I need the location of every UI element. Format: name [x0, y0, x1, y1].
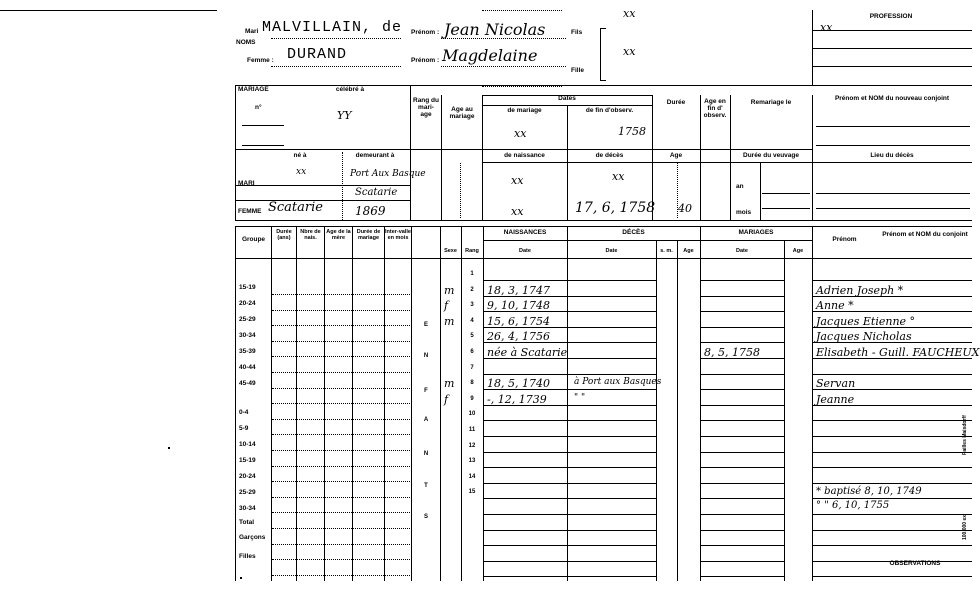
fin-observ-value: 1758: [618, 125, 646, 138]
row-guide: [272, 325, 410, 326]
fils-label: Fils: [571, 29, 583, 36]
rank-number: 13: [468, 458, 476, 465]
deces-date-header: Date: [605, 248, 618, 254]
deces-age-header: Age: [683, 248, 694, 254]
child-birth-date: née à Scatarie: [487, 346, 568, 359]
row-guide: [272, 466, 410, 467]
row-line: [812, 280, 972, 281]
rang-label: Rang du mari-age: [413, 97, 439, 118]
row-line: [700, 280, 784, 281]
group-label: 35-39: [239, 348, 256, 355]
wife-firstname: Magdelaine: [442, 46, 538, 65]
row-line: [567, 358, 656, 359]
fin-observ-label: de fin d'observ.: [585, 107, 634, 114]
femme-naissance: xx: [511, 205, 524, 218]
child-firstname: Jacques Etienne °: [816, 314, 916, 328]
row-line: [700, 327, 784, 328]
mariages-header: MARIAGES: [738, 229, 774, 236]
row-line: [700, 296, 784, 297]
row-line: [700, 561, 784, 562]
rank-number: 6: [470, 349, 474, 355]
observations-label: OBSERVATIONS: [889, 560, 941, 567]
child-birth-date: 18, 3, 1747: [487, 283, 550, 297]
femme-label: Femme :: [247, 57, 274, 64]
row-guide: [272, 497, 410, 498]
child-birth-date: 18, 5, 1740: [487, 377, 550, 391]
row-line: [567, 576, 656, 577]
group-label: 0-4: [239, 409, 249, 416]
group-label: 30-34: [239, 332, 256, 339]
row-line: [567, 405, 656, 406]
mari-label: Mari: [245, 28, 259, 35]
row-line: [700, 342, 784, 343]
child-birth-date: 9, 10, 1748: [487, 299, 550, 313]
dotted-line: [482, 10, 562, 11]
speck: [240, 577, 242, 579]
duree-header: Durée (ans): [276, 229, 292, 241]
rank-number: 10: [468, 411, 476, 418]
duree-mariage-header: Durée de mariage: [356, 229, 381, 241]
group-label: Garçons: [239, 534, 266, 541]
row-line: [567, 467, 656, 468]
deces-label: de décès: [595, 152, 624, 159]
row-line: [567, 483, 656, 484]
row-line: [567, 530, 656, 531]
naissances-header: NAISSANCES: [503, 229, 547, 236]
row-line: [483, 280, 567, 281]
child-sex: m: [444, 283, 455, 297]
row-line: [483, 576, 567, 577]
intervalle-header: Inter-valle en mois: [385, 229, 411, 241]
child-sex: f: [444, 299, 449, 313]
row-guide: [272, 450, 410, 451]
row-guide: [272, 294, 410, 295]
row-line: [567, 374, 656, 375]
row-line: [700, 530, 784, 531]
row-line: [812, 436, 972, 437]
row-line: [700, 483, 784, 484]
row-line: [812, 514, 972, 515]
row-guide: [272, 310, 410, 311]
row-line: [483, 467, 567, 468]
row-guide: [272, 528, 410, 529]
child-firstname: Jacques Nicholas: [816, 330, 912, 344]
row-guide: [272, 544, 410, 545]
row-line: [812, 374, 972, 375]
femme-row-label: FEMME: [238, 208, 262, 215]
mari-demeurant-2: Scatarie: [355, 187, 398, 198]
naissance-date-header: Date: [519, 248, 531, 254]
rank-number: 15: [468, 489, 476, 496]
vertical-letter: E: [423, 322, 428, 328]
row-line: [567, 389, 656, 390]
vertical-letter: N: [423, 451, 429, 457]
prenom-nom-conjoint-label: Prénom et NOM du nouveau conjoint: [834, 95, 950, 102]
prenom-mari-label: Prénom :: [411, 29, 440, 36]
demeurant-label: demeurant à: [355, 152, 395, 159]
group-label: 25-29: [239, 489, 256, 496]
row-line: [812, 483, 972, 484]
duree-veuvage-label: Durée du veuvage: [743, 152, 799, 159]
mariage-date-header: Date: [736, 248, 748, 254]
lieu-deces-label: Lieu du décès: [870, 152, 914, 159]
group-label: 10-14: [239, 441, 256, 448]
child-birth-date: 26, 4, 1756: [487, 330, 550, 344]
row-line: [812, 576, 972, 577]
row-guide: [272, 419, 410, 420]
celebre-label: célébré à: [335, 86, 365, 93]
prenom-header: Prénom: [832, 236, 857, 243]
vertical-letter: F: [424, 388, 428, 394]
row-guide: [272, 575, 410, 576]
row-line: [483, 452, 567, 453]
row-line: [483, 374, 567, 375]
rank-number: 4: [470, 317, 474, 324]
rank-number: 7: [470, 364, 474, 371]
prenom-femme-label: Prénom :: [411, 57, 440, 64]
row-line: [483, 545, 567, 546]
no-label: n°: [255, 104, 262, 111]
row-line: [700, 420, 784, 421]
child-death-date: " ": [574, 392, 586, 403]
row-line: [700, 452, 784, 453]
age-col-label: Age: [669, 152, 683, 159]
row-line: [812, 530, 972, 531]
row-line: [567, 280, 656, 281]
dates-label: Dates: [558, 95, 576, 102]
row-line: [812, 467, 972, 468]
row-line: [700, 374, 784, 375]
row-guide: [272, 372, 410, 373]
row-line: [567, 545, 656, 546]
nbre-header: Nbre de nais.: [300, 229, 321, 241]
vertical-letter: T: [424, 483, 428, 489]
group-label: 5-9: [239, 425, 249, 432]
rang-header: Rang: [465, 248, 479, 254]
rank-number: 5: [470, 333, 474, 340]
row-line: [483, 498, 567, 499]
de-mariage-label: de mariage: [507, 107, 542, 114]
group-label: Total: [239, 519, 255, 526]
child-marriage-date: 8, 5, 1758: [704, 346, 760, 359]
row-line: [700, 576, 784, 577]
child-death-date: à Port aux Basques: [574, 377, 662, 388]
group-label: Filles: [239, 553, 256, 560]
fils-value: xx: [623, 7, 636, 20]
femme-ne-a: Scatarie: [268, 200, 323, 215]
row-line: [700, 389, 784, 390]
wife-surname: DURAND: [287, 46, 348, 63]
group-label: 45-49: [239, 380, 256, 387]
groupe-header: Groupe: [241, 236, 266, 243]
mari-row-label: MARI: [238, 180, 255, 187]
celebre-value: YY: [337, 109, 352, 122]
row-line: [567, 420, 656, 421]
speck: [168, 447, 170, 449]
group-label: 40-44: [239, 364, 256, 371]
mari-deces: xx: [612, 170, 625, 183]
fille-label: Fille: [571, 67, 585, 74]
row-line: [567, 436, 656, 437]
group-label: 25-29: [239, 316, 256, 323]
mari-demeurant-1: Port Aux Basque: [350, 169, 426, 179]
noms-label: NOMS: [236, 39, 256, 46]
child-firstname: Anne *: [816, 299, 854, 313]
prenom-nom-conjoint-header: Prénom et NOM du conjoint: [882, 231, 968, 238]
row-line: [483, 483, 567, 484]
age-mere-header: Age de la mère: [326, 229, 351, 241]
age-label: Age au mariage: [449, 106, 475, 120]
row-line: [567, 452, 656, 453]
row-line: [700, 436, 784, 437]
row-guide: [272, 388, 410, 389]
row-line: [483, 514, 567, 515]
row-line: [812, 452, 972, 453]
row-line: [700, 514, 784, 515]
group-label: 30-34: [239, 505, 256, 512]
profession-value: xx: [820, 21, 833, 34]
mariage-age-header: Age: [792, 248, 804, 254]
child-sex: m: [444, 377, 455, 391]
row-guide: [272, 403, 410, 404]
rank-number: 2: [470, 286, 474, 293]
age-fin-label: Age en fin d' observ.: [703, 98, 727, 119]
row-line: [483, 436, 567, 437]
row-guide: [272, 356, 410, 357]
group-label: 20-24: [239, 473, 256, 480]
child-firstname: Servan: [816, 377, 856, 391]
row-guide: [272, 434, 410, 435]
femme-deces: 17, 6, 1758: [575, 200, 656, 216]
mari-naissance: xx: [511, 174, 524, 187]
rank-number: 8: [470, 380, 474, 387]
row-line: [700, 498, 784, 499]
naissance-label: de naissance: [504, 152, 545, 159]
child-birth-date: 15, 6, 1754: [487, 314, 550, 328]
row-line: [700, 467, 784, 468]
rank-number: 14: [468, 473, 476, 480]
child-firstname: Elisabeth - Guill. FAUCHEUX: [816, 346, 980, 359]
row-line: [567, 514, 656, 515]
mariage-label: MARIAGE: [238, 86, 269, 93]
row-line: [483, 530, 567, 531]
rank-number: 1: [470, 271, 474, 277]
side-text-1: Pailles Maisdorff: [962, 415, 968, 455]
rank-number: 3: [470, 302, 474, 309]
femme-age: 40: [678, 202, 692, 215]
remariage-label: Remariage le: [750, 99, 792, 106]
mari-ne-a: xx: [296, 167, 307, 177]
row-guide: [272, 341, 410, 342]
note-1: * baptisé 8, 10, 1749: [816, 486, 922, 497]
de-mariage-value: xx: [514, 127, 527, 140]
profession-label: PROFESSION: [869, 13, 913, 20]
row-line: [567, 327, 656, 328]
sm-header: s. m.: [660, 248, 673, 254]
child-sex: m: [444, 314, 455, 328]
femme-demeurant: 1869: [355, 204, 386, 218]
group-label: 15-19: [239, 457, 256, 464]
an-label: an: [736, 183, 744, 190]
vertical-letter: A: [423, 417, 429, 423]
ne-a-label: né à: [293, 152, 307, 159]
rank-number: 11: [468, 427, 476, 433]
child-birth-date: -, 12, 1739: [487, 392, 547, 406]
deces-header: DÉCÈS: [622, 229, 645, 236]
duree-label: Durée: [666, 99, 686, 106]
row-guide: [272, 512, 410, 513]
row-line: [483, 420, 567, 421]
row-line: [700, 311, 784, 312]
row-guide: [272, 481, 410, 482]
mois-label: mois: [736, 209, 752, 216]
child-sex: f: [444, 392, 449, 406]
child-firstname: Adrien Joseph *: [816, 283, 904, 297]
row-line: [812, 545, 972, 546]
child-firstname: Jeanne: [816, 392, 855, 406]
husband-surname: MALVILLAIN, de: [262, 19, 403, 36]
vertical-letter: N: [423, 353, 429, 359]
fille-value: xx: [623, 45, 636, 58]
row-line: [483, 561, 567, 562]
sexe-header: Sexe: [444, 248, 457, 254]
vertical-letter: S: [423, 514, 428, 520]
group-label: 15-19: [239, 284, 256, 291]
group-label: 20-24: [239, 300, 256, 307]
row-line: [567, 561, 656, 562]
row-guide: [272, 559, 410, 560]
rank-number: 9: [470, 395, 474, 402]
row-line: [700, 405, 784, 406]
row-line: [567, 342, 656, 343]
husband-firstname: Jean Nicolas: [444, 20, 546, 39]
page-edge-line: [0, 10, 217, 11]
note-2: ° " 6, 10, 1755: [816, 500, 890, 511]
rank-number: 12: [468, 442, 476, 449]
row-line: [567, 498, 656, 499]
row-line: [700, 545, 784, 546]
row-line: [567, 311, 656, 312]
row-line: [812, 420, 972, 421]
row-line: [567, 296, 656, 297]
side-text-2: 100.000 ex.: [962, 513, 968, 540]
